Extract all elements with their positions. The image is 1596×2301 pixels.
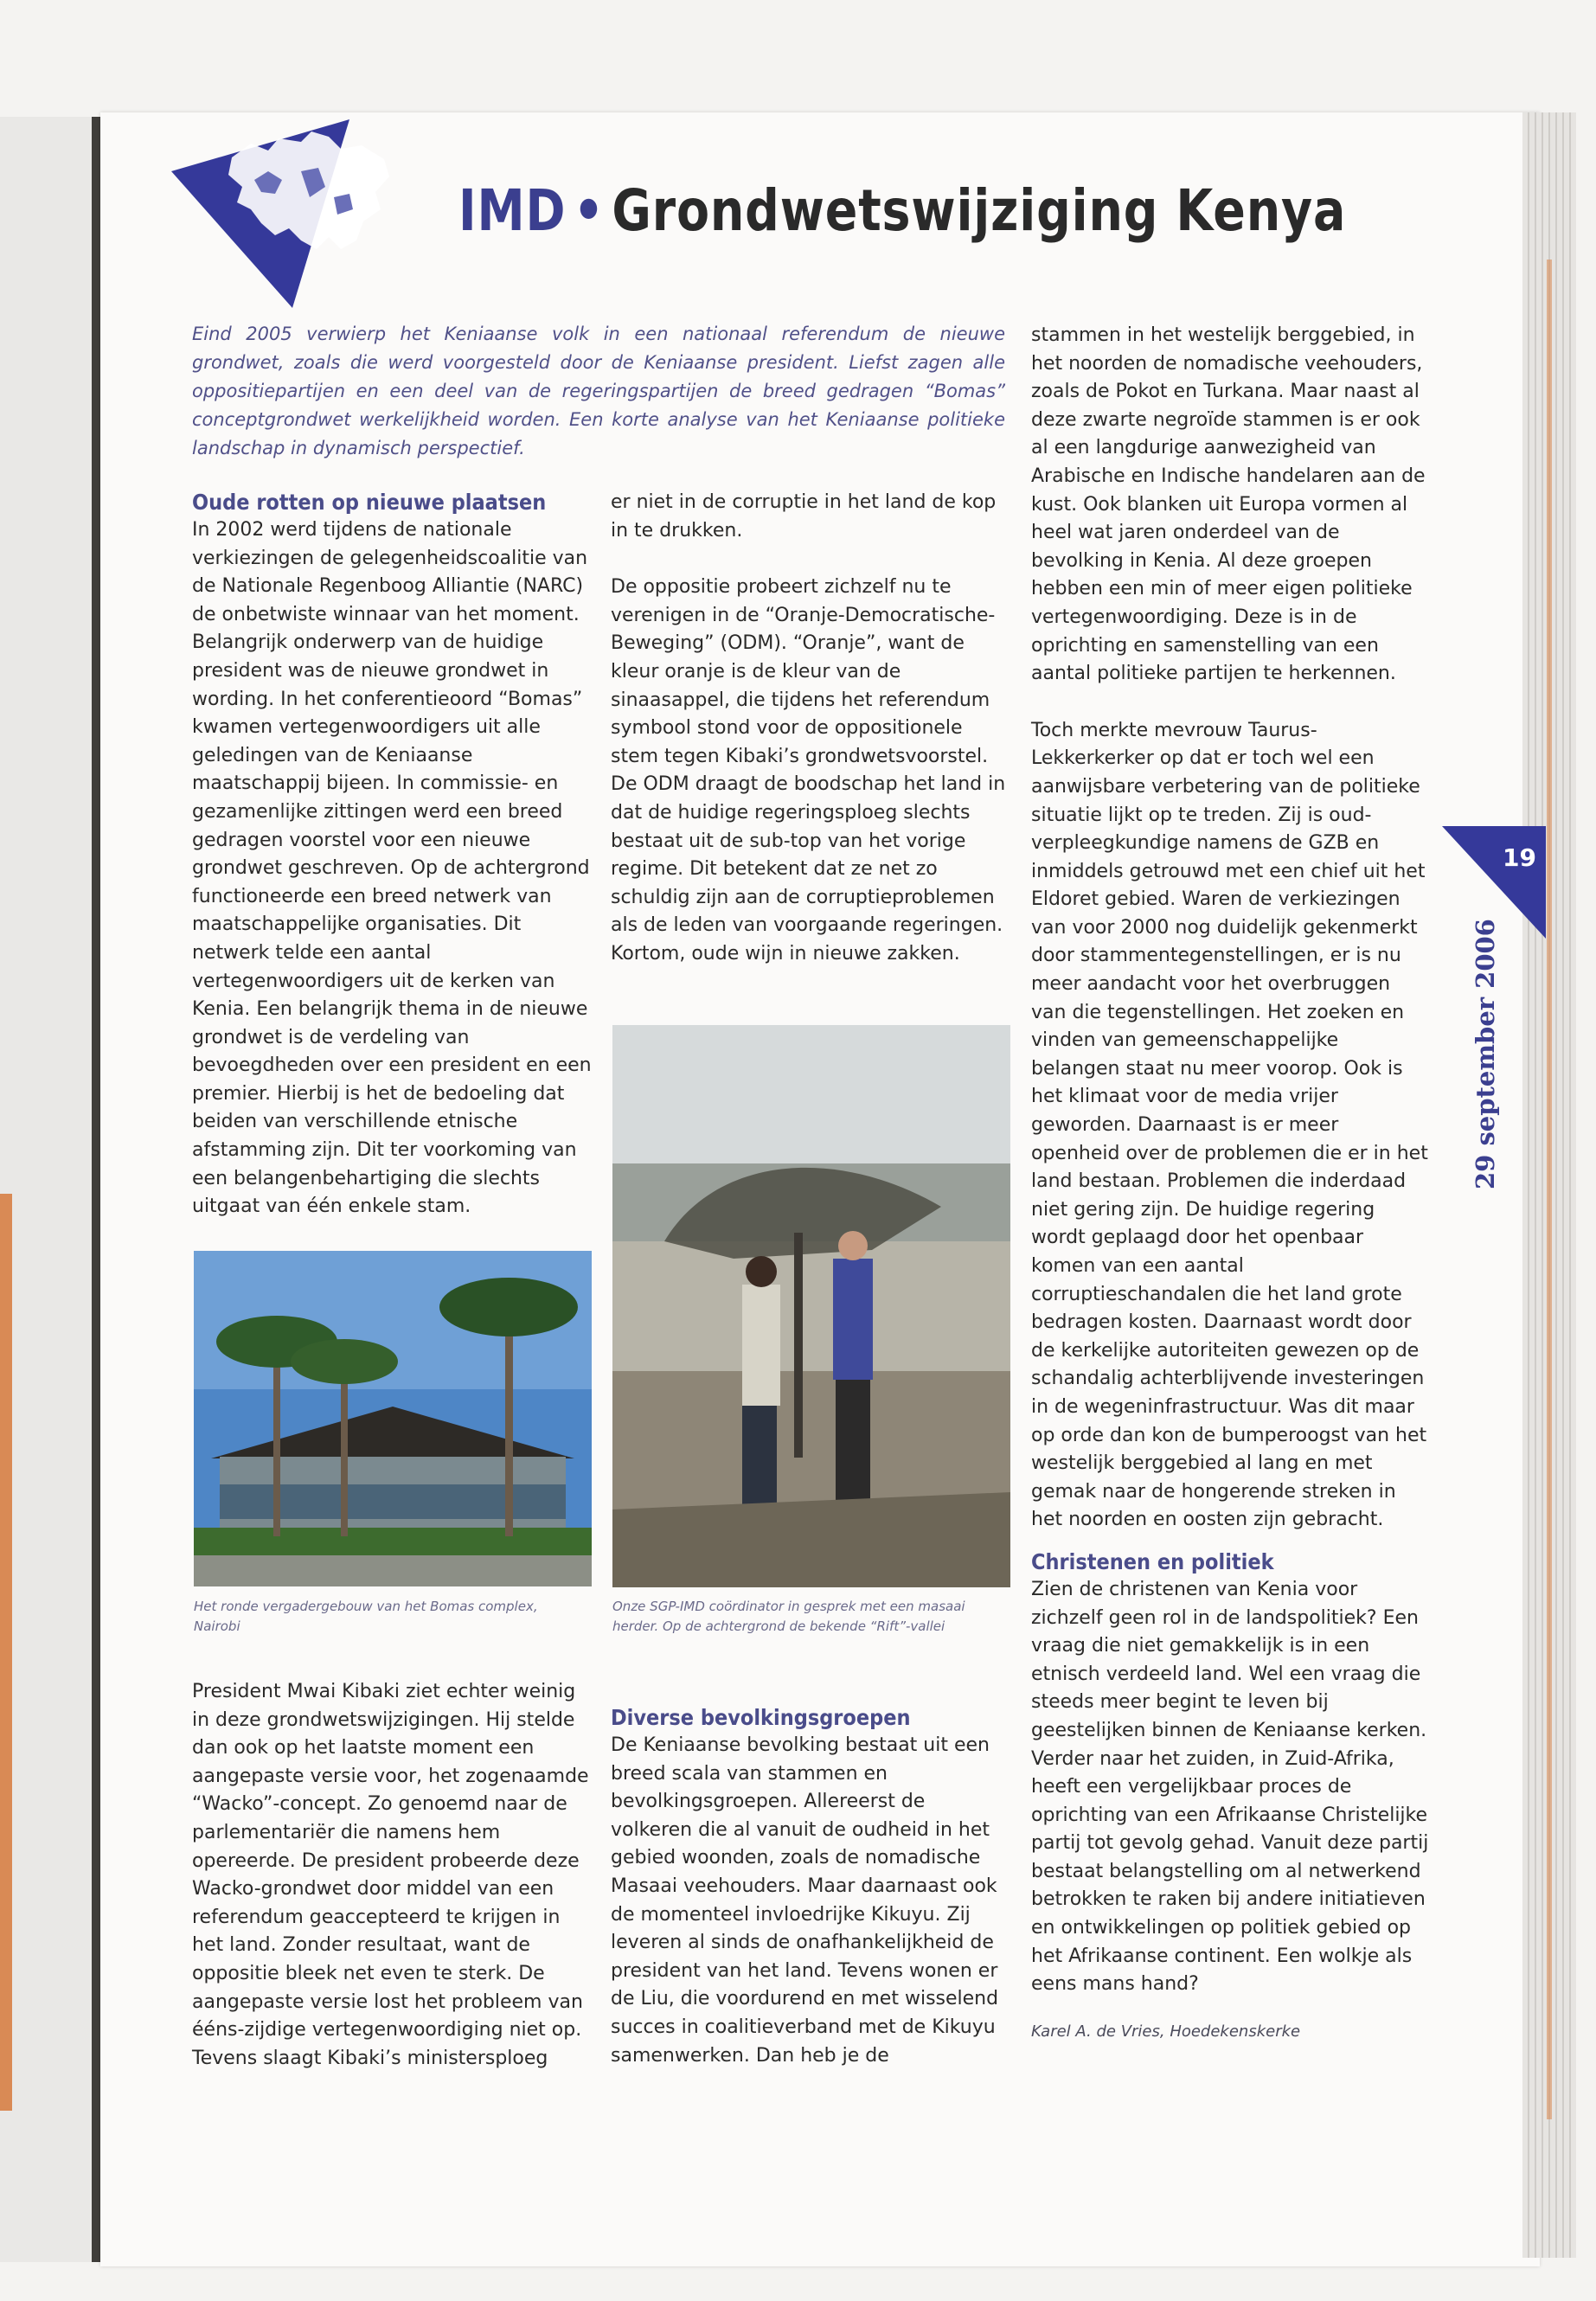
title-section: IMD <box>458 177 567 244</box>
photo-masaai-herder <box>612 1025 1010 1587</box>
facing-page <box>0 117 97 2262</box>
page-number: 19 <box>1503 843 1536 872</box>
intro-lead: Eind 2005 verwierp het Keniaanse volk in een nationaal referendum de nieuwe grondwet, zoals die werd voorgesteld door de Keniaanse president. Liefst zagen alle oppositiepartijen en een deel van de regeringspartijen de breed gedragen “Bomas” conceptgrondwet werkelijkheid worden. Een korte analyse van het Keniaanse politieke landschap in dynamisch perspectief. <box>192 324 1005 458</box>
europe-triangle-logo-icon <box>171 119 396 308</box>
page-edge-stripe <box>1547 260 1552 2119</box>
column-2-top <box>611 489 1010 969</box>
issue-date: 29 september 2006 <box>1471 919 1500 1189</box>
title-separator: • <box>573 177 606 244</box>
title-text: Grondwetswijziging Kenya <box>612 177 1347 244</box>
column-3-paragraph-1: stammen in het westelijk berggebied, in het noorden de nomadische veehouders, zoals de Pokot en Turkana. Maar naast al deze zwarte negroïde stammen is er ook al een langdurige aanwezigheid van Arabische en Indische handelaren aan de kust. Ook blanken uit Europa vormen al heel wat jaren onderdeel van de bevolking in Kenia. Al deze groepen hebben een min of meer eigen politieke vertegenwoordiging. Deze is in de oprichting en samenstelling van een aantal politieke partijen te herkennen. <box>1031 324 1426 685</box>
column-1-top <box>192 489 592 1221</box>
column-2-paragraph-2: De oppositie probeert zichzelf nu te verenigen in de “Oranje-Democratische-Beweging” (ODM). “Oranje”, want de kleur oranje is de kleur van de sinaasappel, die tijdens het referendum symbool stond voor de oppositionele stem tegen Kibaki’s grondwetsvoorstel. De ODM draagt de boodschap het land in dat de huidige regeringsploeg slechts bestaat uit de sub-top van het vorige regime. Dit betekent dat ze net zo schuldig zijn aan de corruptieproblemen als de leden van voorgaande regeringen. Kortom, oude wijn in nieuwe zakken. <box>611 576 1006 965</box>
page-title <box>458 177 1346 244</box>
facing-page-stripe <box>0 1194 12 2111</box>
heading-oude-rotten: Oude rotten op nieuwe plaatsen <box>192 490 547 515</box>
column-3-paragraph-3: Zien de christenen van Kenia voor zichzelf geen rol in de landspolitiek? Een vraag die niet gemakkelijk is in een etnisch verdeeld land. Wel een vraag die steeds meer begint te leven bij geestelijken binnen de Keniaanse kerken. Verder naar het zuiden, in Zuid-Afrika, heeft een vergelijkbaar proces de oprichting van een Afrikaanse Christelijke partij tot gevolg gehad. Vanuit deze partij bestaat belangstelling om al netwerkend betrokken te raken bij andere initiatieven en ontwikkelingen op politiek gebied op het Afrikaanse continent. Een wolkje als eens mans hand? <box>1031 1578 1429 1996</box>
heading-diverse-bevolkingsgroepen: Diverse bevolkingsgroepen <box>611 1705 911 1730</box>
column-2-bottom <box>611 1704 1010 2070</box>
heading-christenen-en-politiek: Christenen en politiek <box>1031 1548 1274 1574</box>
binding-spine <box>92 117 100 2262</box>
column-1-paragraph-2: President Mwai Kibaki ziet echter weinig in deze grondwetswijzigingen. Hij stelde dan ook op het laatste moment een aangepaste versie voor, het zogenaamde “Wacko”-concept. Zo genoemd naar de parlementariër die namens hem opereerde. De president probeerde deze Wacko-grondwet door middel van een referendum geaccepteerd te krijgen in het land. Zonder resultaat, want de oppositie bleek net even te sterk. De aangepaste versie lost het probleem van ééns-zijdige vertegenwoordiging niet op. Tevens slaagt Kibaki’s ministersploeg <box>192 1681 589 2069</box>
column-3-paragraph-2: Toch merkte mevrouw Taurus-Lekkerkerker op dat er toch wel een aanwijsbare verbetering van de politieke situatie lijkt op te treden. Zij is oud-verpleegkundige namens de GZB en inmiddels getrouwd met een chief uit het Eldoret gebied. Waren de verkiezingen van voor 2000 nog duidelijk gekenmerkt door stammentegenstellingen, er is nu meer aandacht voor het overbruggen van die tegenstellingen. Het zoeken en vinden van gemeenschappelijke belangen staat nu meer voorop. Ook is het klimaat voor de media vrijer geworden. Daarnaast is er meer openheid over de problemen die er in het land bestaan. Problemen die inderdaad niet gering zijn. De huidige regering wordt geplaagd door het openbaar komen van een aantal corruptieschandalen die het land grote bedragen kosten. Daarnaast wordt door de kerkelijke autoriteiten gewezen op de schandalig achterblijvende investeringen in de wegeninfrastructuur. Was dit maar op orde dan kon de bumperoogst van het westelijk berggebied al lang en met gemak naar de hongerende streken in het noorden en oosten zijn gebracht. <box>1031 719 1428 1531</box>
column-3 <box>1031 322 1431 2046</box>
photo-bomas-building <box>194 1251 592 1586</box>
author-credit: Karel A. de Vries, Hoedekenskerke <box>1031 2022 1301 2041</box>
column-2-paragraph-1: er niet in de corruptie in het land de kop in te drukken. <box>611 491 997 542</box>
caption-masaai: Onze SGP-IMD coördinator in gesprek met een masaai herder. Op de achtergrond de bekende “Rift”-vallei <box>612 1599 965 1634</box>
column-1-bottom <box>192 1678 592 2073</box>
caption-bomas: Het ronde vergadergebouw van het Bomas complex, Nairobi <box>194 1599 538 1634</box>
column-1-paragraph-1: In 2002 werd tijdens de nationale verkiezingen de gelegenheidscoalitie van de Nationale Regenboog Alliantie (NARC) de onbetwiste winnaar van het moment. Belangrijk onderwerp van de huidige president was de nieuwe grondwet in wording. In het conferentieoord “Bomas” kwamen vertegenwoordigers uit alle geledingen van de Keniaanse maatschappij bijeen. In commissie- en gezamenlijke zittingen werd een breed gedragen voorstel voor een nieuwe grondwet geschreven. Op de achtergrond functioneerde een breed netwerk van maatschappelijke organisaties. Dit netwerk telde een aantal vertegenwoordigers uit de kerken van Kenia. Een belangrijk thema in de nieuwe grondwet is de verdeling van bevoegdheden over een president en een premier. Hierbij is het de bedoeling dat beiden van verschillende etnische afstamming zijn. Dit ter voorkoming van een belangenbehartiging die slechts uitgaat van één enkele stam. <box>192 519 592 1218</box>
column-2-paragraph-3: De Keniaanse bevolking bestaat uit een breed scala van stammen en bevolkingsgroepen. Allereerst de volkeren die al vanuit de oudheid in het gebied woonden, zoals de nomadische Masaai veehouders. Maar daarnaast ook de momenteel invloedrijke Kikuyu. Zij leveren al sinds de onafhankelijkheid de president van het land. Tevens wonen er de Liu, die voordurend en met wisselend succes in coalitieverband met de Kikuyu samenwerken. Dan heb je de <box>611 1734 999 2067</box>
